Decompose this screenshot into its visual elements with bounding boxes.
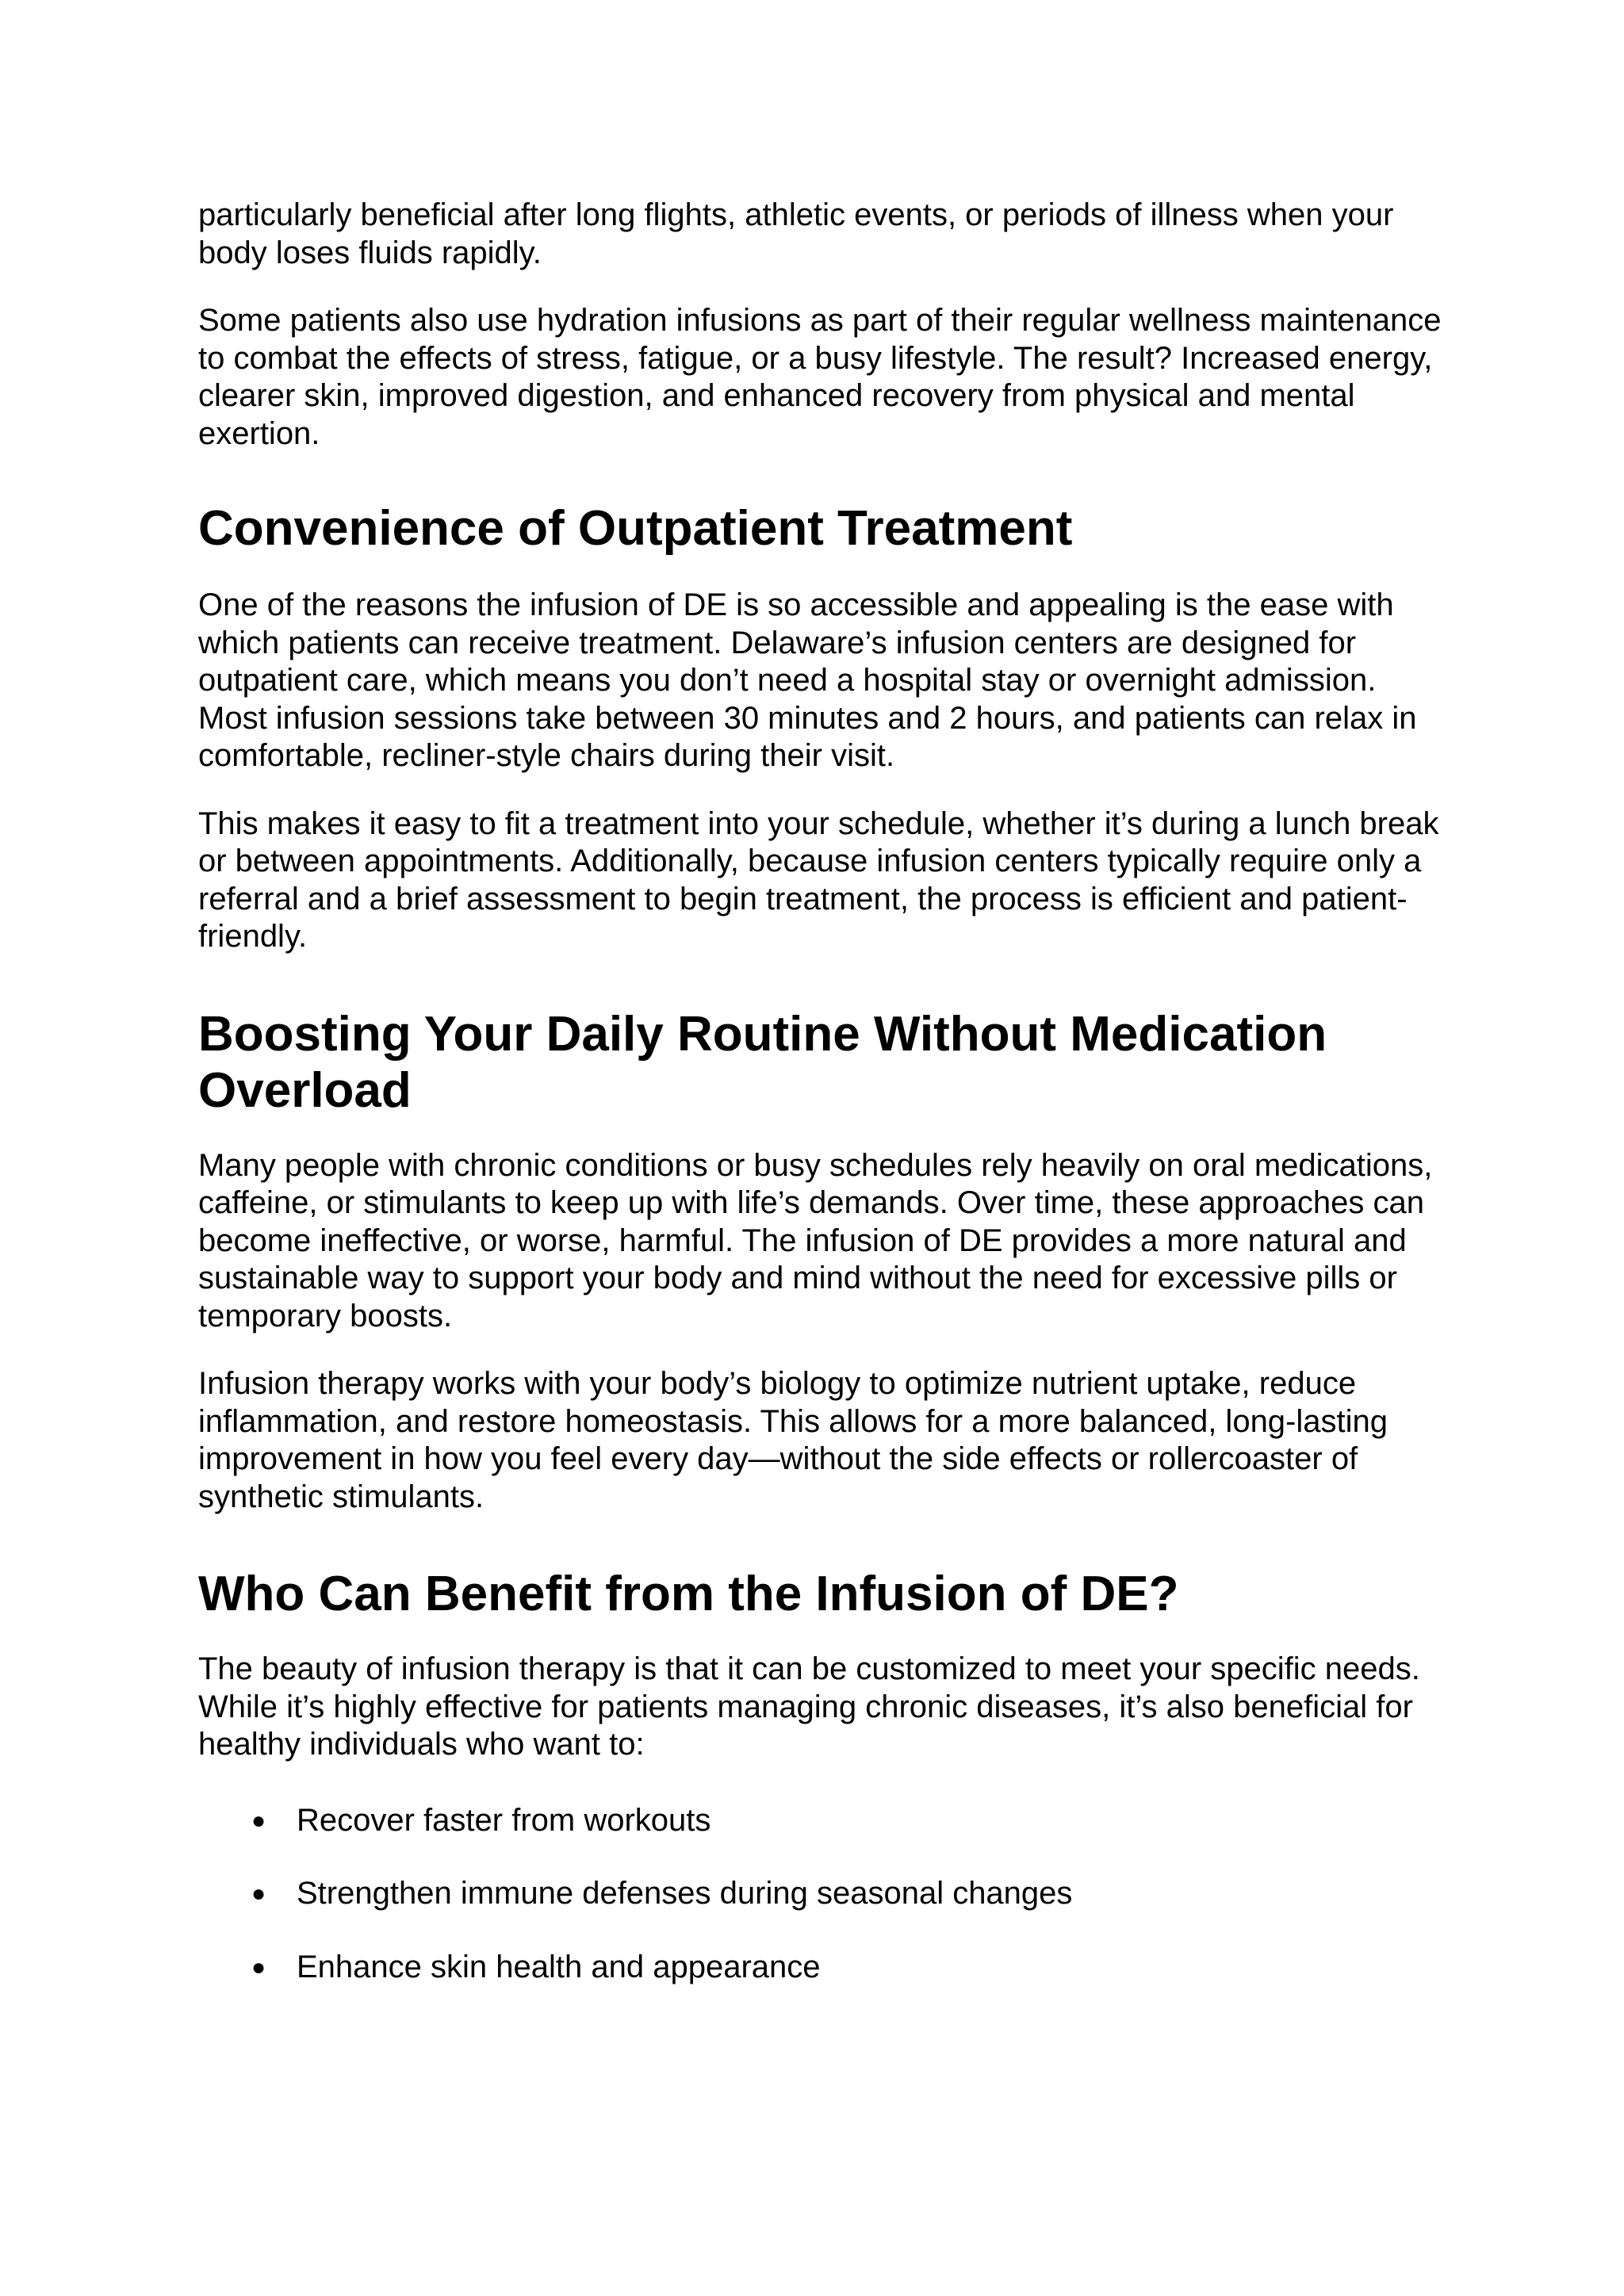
outpatient-paragraph-1: One of the reasons the infusion of DE is so accessible and appealing is the ease with which patients can receive treatment. Delaware’s infusion centers are designed for outpatient care, which means you don’t need a hospital stay or overnight admission. Most infusion sessions take between 30 minutes and 2 hours, and patients can relax in comfortable, recliner-style chairs during their visit. [198,587,1417,773]
heading-convenience-outpatient: Convenience of Outpatient Treatment [198,501,1073,556]
list-item-text: Strengthen immune defenses during seasonal changes [297,1876,1073,1911]
list-item [198,1875,1451,1913]
bullet-icon: ● [251,1881,266,1907]
list-item-text: Recover faster from workouts [297,1802,711,1838]
list-item [198,1949,1451,1987]
list-item [198,1802,1451,1840]
boosting-paragraph-1: Many people with chronic conditions or busy schedules rely heavily on oral medications, caffeine, or stimulants to keep up with life’s demands. Over time, these approaches can become ineffective, or worse, harmful. The infusion of DE provides a more natural and sustainable way to support your body and mind without the need for excessive pills or temporary boosts. [198,1147,1433,1334]
who-benefit-paragraph: The beauty of infusion therapy is that it can be customized to meet your specific needs. While it’s highly effective for patients managing chronic diseases, it’s also beneficial for healthy individuals who want to: [198,1651,1420,1762]
document-page [198,197,1451,2022]
outpatient-paragraph-2: This makes it easy to fit a treatment into your schedule, whether it’s during a lunch break or between appointments. Additionally, because infusion centers typically require only a referral and a brief assessment to begin treatment, the process is efficient and patient-friendly. [198,806,1439,954]
wellness-paragraph: Some patients also use hydration infusions as part of their regular wellness maintenance to combat the effects of stress, fatigue, or a busy lifestyle. The result? Increased energy, clearer skin, improved digestion, and enhanced recovery from physical and mental exertion. [198,303,1442,451]
bullet-icon: ● [251,1954,266,1980]
bullet-icon: ● [251,1807,266,1834]
list-item-text: Enhance skin health and appearance [297,1949,821,1984]
benefit-bullet-list [198,1802,1451,1987]
boosting-paragraph-2: Infusion therapy works with your body’s biology to optimize nutrient uptake, reduce inflammation, and restore homeostasis. This allows for a more balanced, long-lasting improvement in how you feel every day—without the side effects or rollercoaster of synthetic stimulants. [198,1366,1388,1514]
heading-who-can-benefit: Who Can Benefit from the Infusion of DE? [198,1567,1179,1621]
intro-paragraph: particularly beneficial after long flights, athletic events, or periods of illness when your body loses fluids rapidly. [198,197,1394,270]
heading-boosting-daily-routine: Boosting Your Daily Routine Without Medication Overload [198,1006,1327,1118]
